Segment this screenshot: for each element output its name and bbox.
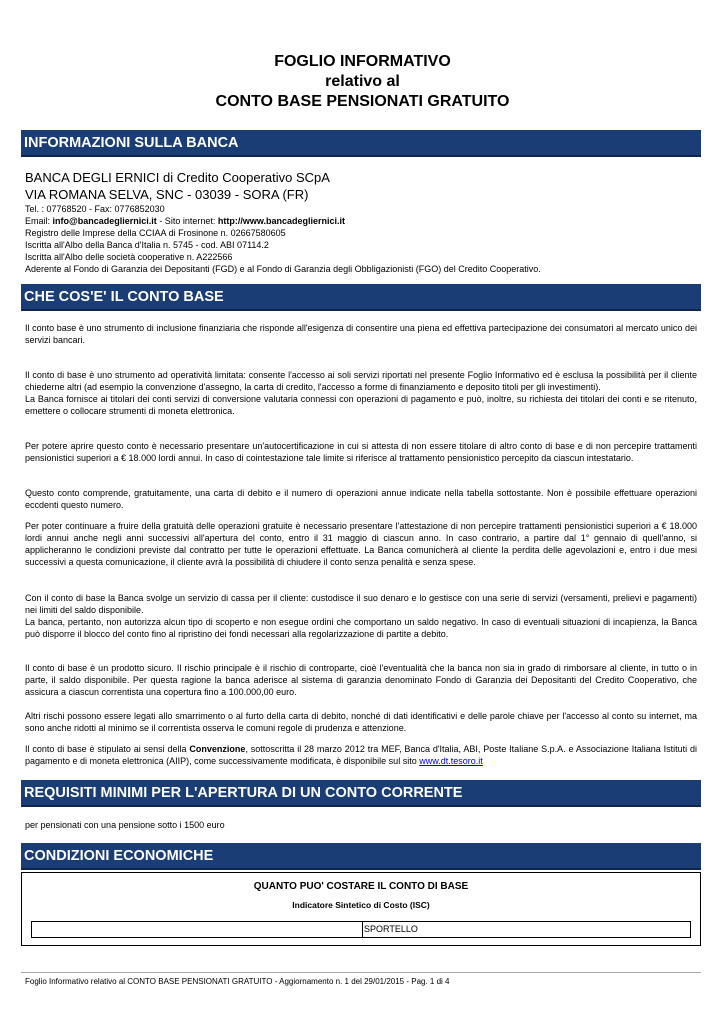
- paragraph-9-text: Il conto di base è un prodotto sicuro. Il rischio principale è il rischio di controparte, cioè l'eventualità che la banca non sia in grado di rimborsare al cliente, in tutto o in parte, il saldo disponibile. Per questa ragione la banca aderisce al sistema di garanzia denominato Fondo di Garanzia dei Depositanti del Credito Cooperativo, che assicura a ciascun correntista una copertura fino a 100.000,00 euro.: [25, 663, 697, 697]
- paragraph-10-text: Altri rischi possono essere legati allo smarrimento o al furto della carta di debito, nonché di dati identificativi e delle parole chiave per l'accesso al conto su internet, ma sono anche ridotti al minimo se il correntista osserva le comuni regole di prudenza e attenzione.: [25, 711, 697, 733]
- bank-name-main: BANCA DEGLI ERNICI: [25, 170, 160, 185]
- footer-divider: [21, 972, 701, 973]
- bank-registro: Registro delle Imprese della CCIAA di Frosinone n. 02667580605: [25, 228, 286, 238]
- p11-part-c: , sottoscritta il 28 marzo 2012 tra MEF, Banca d'Italia, ABI, Poste Italiane S.p.A. e Associazione Italiana Istituti di pagamento e di moneta elettronica (AIIP), come successivamente modificata, è disponibile sul sito: [25, 744, 697, 766]
- bank-albo: Iscritta all'Albo della Banca d'Italia n. 5745 - cod. ABI 07114.2: [25, 240, 269, 250]
- bank-info: [25, 169, 701, 275]
- title-line-1: FOGLIO INFORMATIVO: [274, 53, 451, 70]
- paragraph-4-text: Per potere aprire questo conto è necessario presentare un'autocertificazione in cui si attesta di non essere titolare di altro conto di base e di non percepire trattamenti pensionistici superiori a € 18.000 lordi annui. In caso di cointestazione tale limite si riferisce al trattamento pensionistico percepito da ciascun intestatario.: [25, 441, 697, 463]
- section-header-banca: INFORMAZIONI SULLA BANCA: [21, 130, 701, 157]
- paragraph-11-text: [25, 743, 697, 767]
- bank-fondo: Aderente al Fondo di Garanzia dei Depositanti (FGD) e al Fondo di Garanzia degli Obbligazionisti (FGO) del Credito Cooperativo.: [25, 264, 541, 274]
- sportello-column: SPORTELLO: [362, 922, 418, 937]
- requisiti-text: per pensionati con una pensione sotto i 1500 euro: [25, 820, 225, 830]
- paragraph-10: [25, 710, 697, 734]
- conditions-box: [21, 872, 701, 946]
- email-label: Email:: [25, 216, 53, 226]
- paragraph-5-text: Questo conto comprende, gratuitamente, una carta di debito e il numero di operazioni annue indicate nella tabella sottostante. Non è possibile effettuare operazioni eccdenti questo numero.: [25, 488, 697, 510]
- conditions-subtitle: Indicatore Sintetico di Costo (ISC): [292, 900, 430, 910]
- bank-albo-coop: Iscritta all'Albo delle società cooperative n. A222566: [25, 252, 233, 262]
- bank-name: [25, 169, 701, 186]
- paragraph-6: [25, 520, 697, 568]
- p11-convenzione: Convenzione: [189, 744, 246, 754]
- paragraph-4: [25, 440, 697, 464]
- section-header-condizioni: CONDIZIONI ECONOMICHE: [21, 843, 701, 870]
- bank-name-rest: di Credito Cooperativo SCpA: [159, 170, 330, 185]
- tesoro-link[interactable]: www.dt.tesoro.it: [419, 756, 483, 766]
- paragraph-7: [25, 592, 697, 640]
- paragraph-3-text: La Banca fornisce ai titolari dei conti servizi di conversione valutaria connessi con operazioni di pagamento e può, inoltre, su richiesta dei titolari dei conti e se ritenuto, emettere o collocare strumenti di moneta elettronica.: [25, 394, 697, 416]
- paragraph-1-text: Il conto base è uno strumento di inclusione finanziaria che risponde all'esigenza di consentire una piena ed effettiva partecipazione dei consumatori al mercato unico dei servizi bancari.: [25, 323, 697, 345]
- p11-part-a: Il conto di base è stipulato ai sensi della: [25, 744, 190, 754]
- paragraph-8-text: La banca, pertanto, non autorizza alcun tipo di scoperto e non esegue ordini che comportano un saldo negativo. In caso di eventuali situazioni di incapienza, la Banca può disporre il blocco del conto fino al ripristino dei fondi necessari alla regolarizzazione di partite a debito.: [25, 617, 697, 639]
- title-line-2: relativo al: [325, 73, 400, 90]
- conditions-title: QUANTO PUO' COSTARE IL CONTO DI BASE: [253, 881, 469, 892]
- paragraph-9: [25, 662, 697, 698]
- section-header-requisiti: REQUISITI MINIMI PER L'APERTURA DI UN CONTO CORRENTE: [21, 780, 701, 807]
- title-line-3: CONTO BASE PENSIONATI GRATUITO: [215, 93, 510, 110]
- bank-contacts: [25, 215, 701, 227]
- bank-site[interactable]: http://www.bancadegliernici.it: [217, 216, 346, 226]
- bank-tel: Tel. : 07768520 - Fax: 0776852030: [25, 204, 165, 214]
- paragraph-5: [25, 487, 697, 511]
- document-title: [0, 52, 725, 112]
- paragraph-11: [25, 743, 697, 767]
- section-header-conto-base: CHE COS'E' IL CONTO BASE: [21, 284, 701, 311]
- paragraph-2: [25, 369, 697, 417]
- paragraph-6-text: Per poter continuare a fruire della gratuità delle operazioni gratuite è necessario presentare l'attestazione di non percepire trattamenti pensionistici superiori a € 18.000 lordi annui anche negli anni successivi all'apertura del conto, entro il 31 maggio di ciascun anno. In caso contrario, a partire dal 1° gennaio di quell'anno, si applicheranno le condizioni previste dal contratto per tutte le operazioni effettuate. La Banca comunicherà al cliente la perdita delle agevolazioni e, entro i due mesi successivi a questa comunicazione, il cliente avrà la possibilità di chiudere il conto senza penalità e senza spese.: [25, 521, 697, 567]
- paragraph-1: [25, 322, 697, 346]
- bank-email[interactable]: info@bancadegliernici.it: [52, 216, 157, 226]
- paragraph-7-text: Con il conto di base la Banca svolge un servizio di cassa per il cliente: custodisce il suo denaro e lo gestisce con una serie di servizi (versamenti, prelievi e pagamenti) nei limiti del saldo disponibile.: [25, 593, 697, 615]
- isc-table: [31, 921, 691, 938]
- bank-address: VIA ROMANA SELVA, SNC - 03039 - SORA (FR): [25, 187, 309, 202]
- site-label: - Sito internet:: [156, 216, 218, 226]
- page-footer: Foglio Informativo relativo al CONTO BASE PENSIONATI GRATUITO - Aggiornamento n. 1 del 29/01/2015 - Pag. 1 di 4: [25, 977, 450, 986]
- paragraph-2-text: Il conto di base è uno strumento ad operatività limitata: consente l'accesso ai soli servizi riportati nel presente Foglio Informativo ed è esclusa la possibilità per il cliente chiederne altri (ad esempio la convenzione d'assegno, la carta di credito, l'accesso a forme di finanziamento e deposito titoli per gli investimenti).: [25, 370, 697, 392]
